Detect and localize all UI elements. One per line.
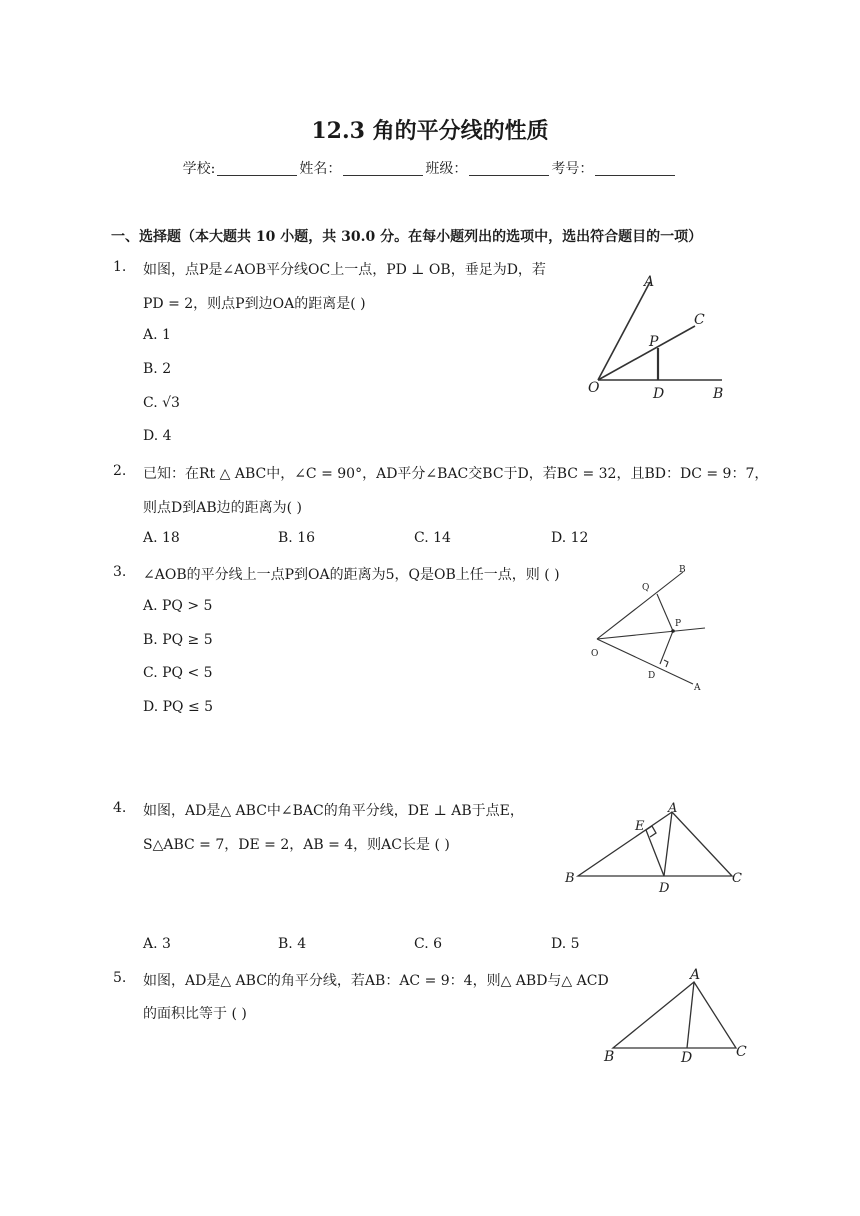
q4-label-b: B: [565, 871, 575, 886]
q4-option-b[interactable]: B. 4: [278, 936, 307, 952]
q4-label-a: A: [668, 801, 678, 816]
q2-number: 2.: [113, 463, 127, 479]
q1-number: 1.: [113, 259, 127, 275]
student-info-line: [0, 158, 860, 178]
q4-label-c: C: [732, 871, 742, 886]
q5-stem-line2: 的面积比等于 ( ): [143, 1006, 247, 1022]
q1-option-b[interactable]: B. 2: [143, 361, 172, 377]
q3-option-b[interactable]: B. PQ ≥ 5: [143, 632, 213, 648]
q3-option-c[interactable]: C. PQ < 5: [143, 665, 213, 681]
q4-segment-ad: [664, 812, 672, 876]
q1-label-c: C: [694, 312, 705, 328]
q4-triangle-abc: [578, 812, 732, 876]
q1-stem-line1: 如图，点P是∠AOB平分线OC上一点，PD ⊥ OB，垂足为D，若: [143, 262, 546, 278]
q3-label-o: O: [591, 649, 599, 659]
q5-triangle-abc: [613, 982, 736, 1048]
q5-number: 5.: [113, 970, 127, 986]
q5-figure: [596, 963, 756, 1068]
q1-label-o: O: [588, 380, 600, 396]
q4-option-c[interactable]: C. 6: [414, 936, 443, 952]
exam-no-label: 考号：: [551, 161, 594, 177]
q4-label-e: E: [635, 819, 645, 834]
q1-figure: [580, 268, 750, 408]
q3-ray-oa: [597, 639, 693, 684]
q2-option-d[interactable]: D. 12: [551, 530, 589, 546]
q3-option-a[interactable]: A. PQ > 5: [143, 598, 213, 614]
q4-number: 4.: [113, 800, 127, 816]
q3-label-q: Q: [642, 583, 650, 593]
q2-stem-line1: 已知：在Rt △ ABC中，∠C = 90°，AD平分∠BAC交BC于D，若BC = 32，且BD：DC = 9：7，: [143, 466, 769, 482]
q3-point-p: [671, 629, 675, 633]
q3-number: 3.: [113, 564, 127, 580]
q3-option-d[interactable]: D. PQ ≤ 5: [143, 699, 214, 715]
q3-label-b: B: [679, 565, 686, 575]
school-blank[interactable]: [217, 161, 297, 176]
q3-label-d: D: [648, 671, 656, 681]
school-label: 学校:: [182, 161, 216, 177]
q4-label-d: D: [659, 881, 670, 893]
q1-option-d[interactable]: D. 4: [143, 428, 172, 444]
q4-stem-line2: S△ABC = 7，DE = 2，AB = 4，则AC长是 ( ): [143, 837, 450, 853]
class-blank[interactable]: [469, 161, 549, 176]
q1-label-p: P: [649, 334, 659, 350]
q4-option-a[interactable]: A. 3: [143, 936, 171, 952]
q3-ray-op: [597, 628, 705, 639]
class-label: 班级：: [425, 161, 468, 177]
q2-option-a[interactable]: A. 18: [143, 530, 180, 546]
q2-option-c[interactable]: C. 14: [414, 530, 451, 546]
q1-option-a[interactable]: A. 1: [143, 327, 171, 343]
q3-label-a: A: [694, 683, 701, 693]
q1-label-d: D: [653, 386, 665, 402]
section-heading: 一、选择题（本大题共 10 小题，共 30.0 分。在每小题列出的选项中，选出符合题目的一项）: [111, 229, 703, 245]
name-label: 姓名：: [299, 161, 342, 177]
name-blank[interactable]: [343, 161, 423, 176]
q4-option-d[interactable]: D. 5: [551, 936, 580, 952]
q4-stem-line1: 如图，AD是△ ABC中∠BAC的角平分线，DE ⊥ AB于点E，: [143, 803, 524, 819]
q3-label-p: P: [675, 619, 682, 629]
q1-stem-line2: PD = 2，则点P到边OA的距离是( ): [143, 296, 366, 312]
q4-segment-de: [646, 830, 664, 876]
q5-label-c: C: [736, 1044, 747, 1060]
q1-label-a: A: [644, 274, 655, 290]
q3-stem: ∠AOB的平分线上一点P到OA的距离为5，Q是OB上任一点，则 ( ): [143, 567, 560, 583]
q5-label-a: A: [690, 967, 701, 983]
q5-label-b: B: [604, 1049, 615, 1065]
q3-segment-pd: [660, 631, 673, 664]
q4-figure: [560, 798, 755, 893]
q1-label-b: B: [713, 386, 724, 402]
q5-segment-ad: [687, 982, 694, 1048]
q5-label-d: D: [681, 1050, 693, 1066]
q2-option-b[interactable]: B. 16: [278, 530, 316, 546]
q3-ray-ob: [597, 572, 683, 639]
q3-segment-qp: [657, 594, 673, 631]
q3-figure: [585, 560, 715, 695]
q1-option-c[interactable]: C. √3: [143, 395, 180, 411]
q3-right-angle-mark: [664, 660, 668, 667]
page-title: 12.3 角的平分线的性质: [311, 118, 549, 144]
exam-no-blank[interactable]: [595, 161, 675, 176]
q2-stem-line2: 则点D到AB边的距离为( ): [143, 500, 302, 516]
q5-stem-line1: 如图，AD是△ ABC的角平分线，若AB：AC = 9：4，则△ ABD与△ ACD: [143, 973, 609, 989]
